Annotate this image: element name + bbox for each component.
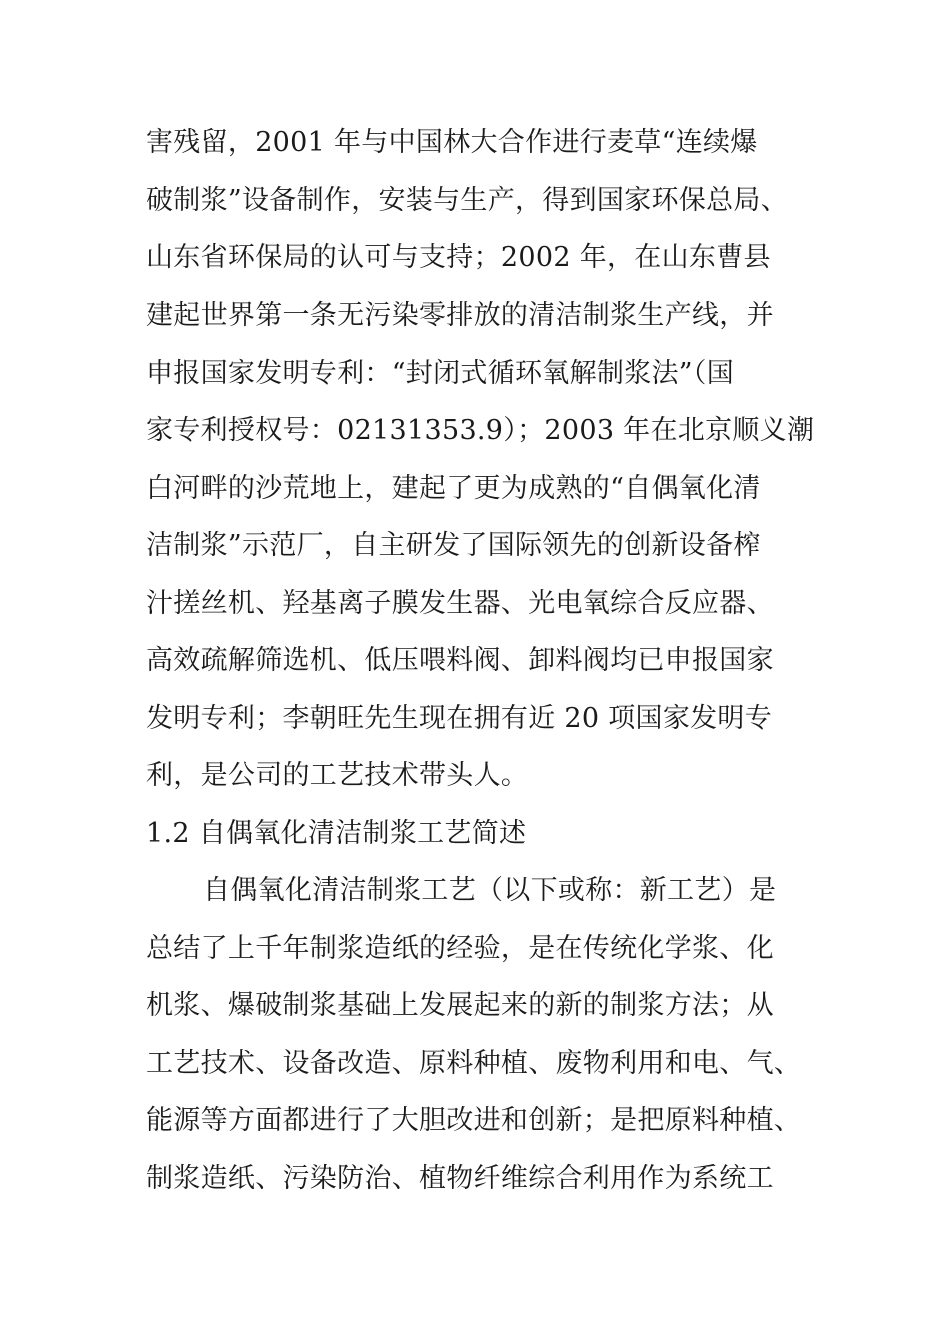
paragraph-line: 高效疏解筛选机、低压喂料阀、卸料阀均已申报国家 [146,645,774,676]
paragraph-line: 家专利授权号：02131353.9）；2003 年在北京顺义潮 [146,415,815,446]
paragraph-line: 总结了上千年制浆造纸的经验，是在传统化学浆、化 [146,933,774,964]
paragraph-line: 山东省环保局的认可与支持；2002 年，在山东曹县 [146,242,771,273]
paragraph-line: 建起世界第一条无污染零排放的清洁制浆生产线，并 [146,300,774,331]
paragraph-line: 害残留，2001 年与中国林大合作进行麦草“连续爆 [146,127,758,158]
paragraph-line: 利，是公司的工艺技术带头人。 [146,760,529,791]
paragraph-line: 自偶氧化清洁制浆工艺（以下或称：新工艺）是 [203,875,777,906]
paragraph-line: 制浆造纸、污染防治、植物纤维综合利用作为系统工 [146,1163,774,1194]
paragraph-line: 白河畔的沙荒地上，建起了更为成熟的“自偶氧化清 [146,473,761,504]
paragraph-line: 机浆、爆破制浆基础上发展起来的新的制浆方法；从 [146,990,774,1021]
paragraph-line: 能源等方面都进行了大胆改进和创新；是把原料种植、 [146,1105,802,1136]
paragraph-line: 发明专利；李朝旺先生现在拥有近 20 项国家发明专 [146,703,773,734]
paragraph-line: 汁搓丝机、羟基离子膜发生器、光电氧综合反应器、 [146,588,774,619]
paragraph-line: 破制浆”设备制作，安装与生产，得到国家环保总局、 [146,185,789,216]
paragraph-line: 工艺技术、设备改造、原料种植、废物利用和电、气、 [146,1048,802,1079]
paragraph-line: 洁制浆”示范厂，自主研发了国际领先的创新设备榨 [146,530,761,561]
section-heading: 1.2 自偶氧化清洁制浆工艺简述 [146,818,527,849]
paragraph-line: 申报国家发明专利：“封闭式循环氧解制浆法”（国 [146,358,735,389]
